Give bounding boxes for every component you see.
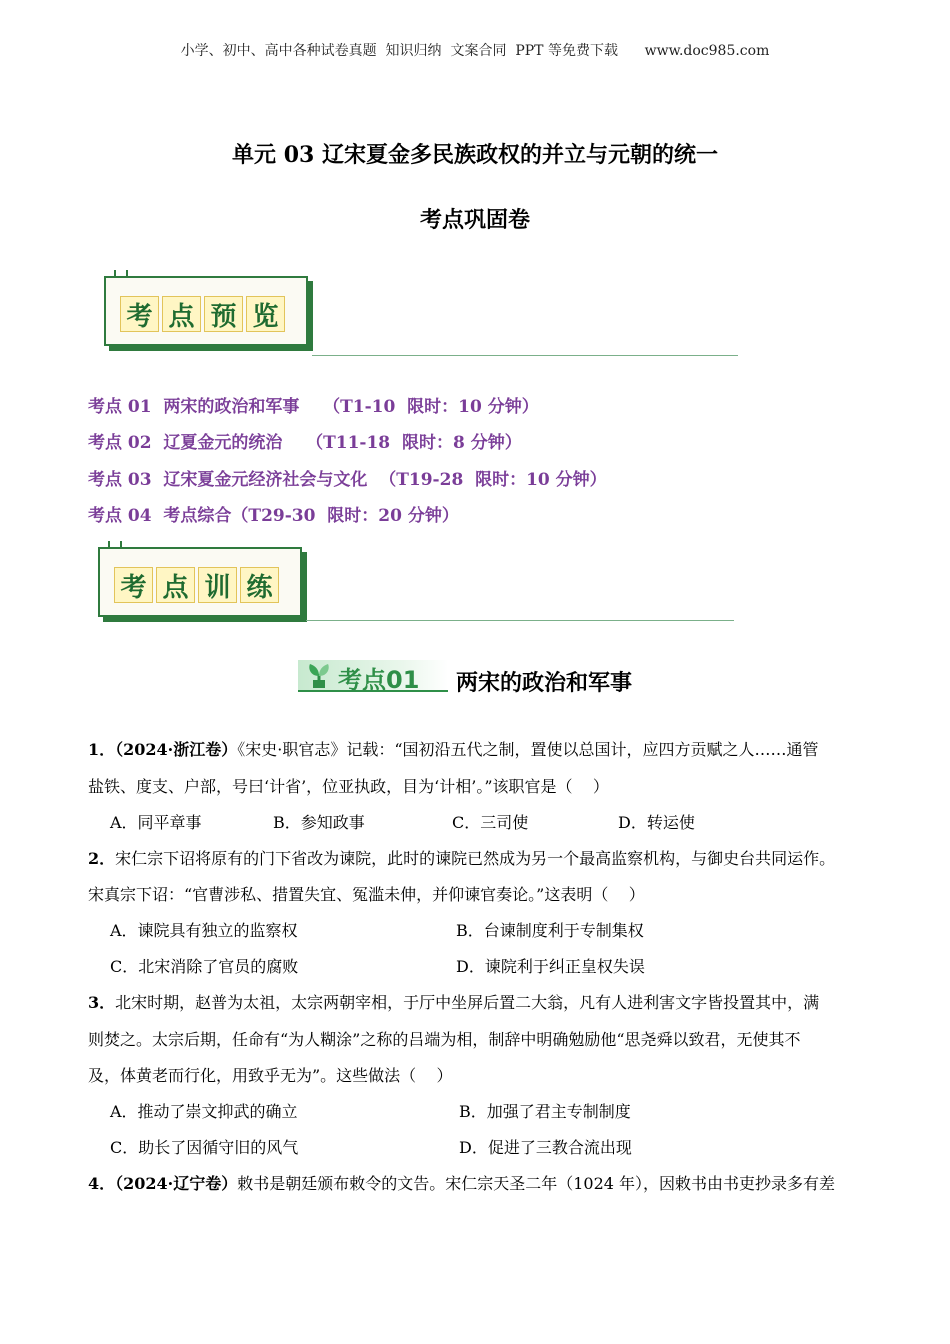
option-b: B．台谏制度利于专制集权 (456, 921, 644, 940)
option-c: C．北宋消除了官员的腐败 (110, 957, 299, 976)
preview-item: 考点 03 辽宋夏金元经济社会与文化 （T19-28 限时：10 分钟） (88, 470, 607, 490)
banner-char: 点 (162, 296, 201, 332)
preview-banner (104, 276, 308, 346)
option-d: D．转运使 (618, 813, 695, 832)
question-source: （2024·辽宁卷） (115, 1174, 238, 1193)
section-title: 两宋的政治和军事 (456, 671, 633, 696)
banner-char: 预 (204, 296, 243, 332)
question-text: 盐铁、度支、户部，号曰‘计省’，位亚执政，目为‘计相’。”该职官是（ ） (88, 777, 609, 796)
banner-char: 览 (246, 296, 285, 332)
option-a: A．谏院具有独立的监察权 (110, 921, 298, 940)
document-title: 单元 03 辽宋夏金多民族政权的并立与元朝的统一 (232, 142, 718, 168)
question-text: 宋仁宗下诏将原有的门下省改为谏院，此时的谏院已然成为另一个最高监察机构，与御史台共同运作。 (115, 849, 836, 868)
question-2 (88, 846, 835, 869)
section-tag (298, 660, 448, 692)
question-text: 北宋时期，赵普为太祖，太宗两朝宰相，于厅中坐屏后置二大翁，凡有人进利害文字皆投置其中，满 (115, 993, 820, 1012)
question-number: 2． (88, 849, 116, 868)
question-text: 宋真宗下诏：“官曹涉私、措置失宜、冤滥未伸，并仰谏官奏论。”这表明（ ） (88, 885, 645, 904)
banner-char: 考 (120, 296, 159, 332)
option-c: C．三司使 (452, 813, 529, 832)
question-3 (88, 990, 819, 1013)
section-tag-text: 考点01 (338, 666, 420, 694)
banner-char: 考 (114, 567, 153, 603)
question-text: 敕书是朝廷颁布敕令的文告。宋仁宗天圣二年（1024 年），因敕书由书吏抄录多有差 (237, 1174, 836, 1193)
plant-icon (304, 662, 334, 690)
option-c: C．助长了因循守旧的风气 (110, 1138, 299, 1157)
banner-char: 点 (156, 567, 195, 603)
banner-char: 训 (198, 567, 237, 603)
section-header (294, 654, 674, 700)
question-number: 1． (88, 740, 116, 759)
option-a: A．同平章事 (110, 813, 202, 832)
option-a: A．推动了崇文抑武的确立 (110, 1102, 298, 1121)
divider (306, 620, 734, 621)
preview-item: 考点 02 辽夏金元的统治 （T11-18 限时：8 分钟） (88, 433, 522, 453)
question-number: 3． (88, 993, 116, 1012)
preview-item: 考点 04 考点综合（T29-30 限时：20 分钟） (88, 506, 459, 526)
question-number: 4． (88, 1174, 116, 1193)
option-b: B．参知政事 (273, 813, 365, 832)
divider (312, 355, 738, 356)
training-banner (98, 547, 302, 617)
question-text: 则焚之。太宗后期，任命有“为人糊涂”之称的吕端为相，制辞中明确勉励他“思尧舜以致君，无使其不 (88, 1030, 801, 1049)
question-text: 《宋史·职官志》记载：“国初沿五代之制，置使以总国计，应四方贡赋之人……通管 (237, 740, 819, 759)
option-d: D．促进了三教合流出现 (459, 1138, 632, 1157)
option-b: B．加强了君主专制制度 (459, 1102, 631, 1121)
question-text: 及，体黄老而行化，用致乎无为”。这些做法（ ） (88, 1066, 453, 1085)
document-subtitle: 考点巩固卷 (419, 207, 530, 233)
preview-item: 考点 01 两宋的政治和军事 （T1-10 限时：10 分钟） (88, 397, 539, 417)
question-source: （2024·浙江卷） (115, 740, 238, 759)
banner-char: 练 (240, 567, 279, 603)
question-4 (88, 1171, 835, 1194)
option-d: D．谏院利于纠正皇权失误 (456, 957, 645, 976)
question-1 (88, 737, 819, 760)
site-header: 小学、初中、高中各种试卷真题 知识归纳 文案合同 PPT 等免费下载 www.doc985.com (180, 43, 770, 59)
